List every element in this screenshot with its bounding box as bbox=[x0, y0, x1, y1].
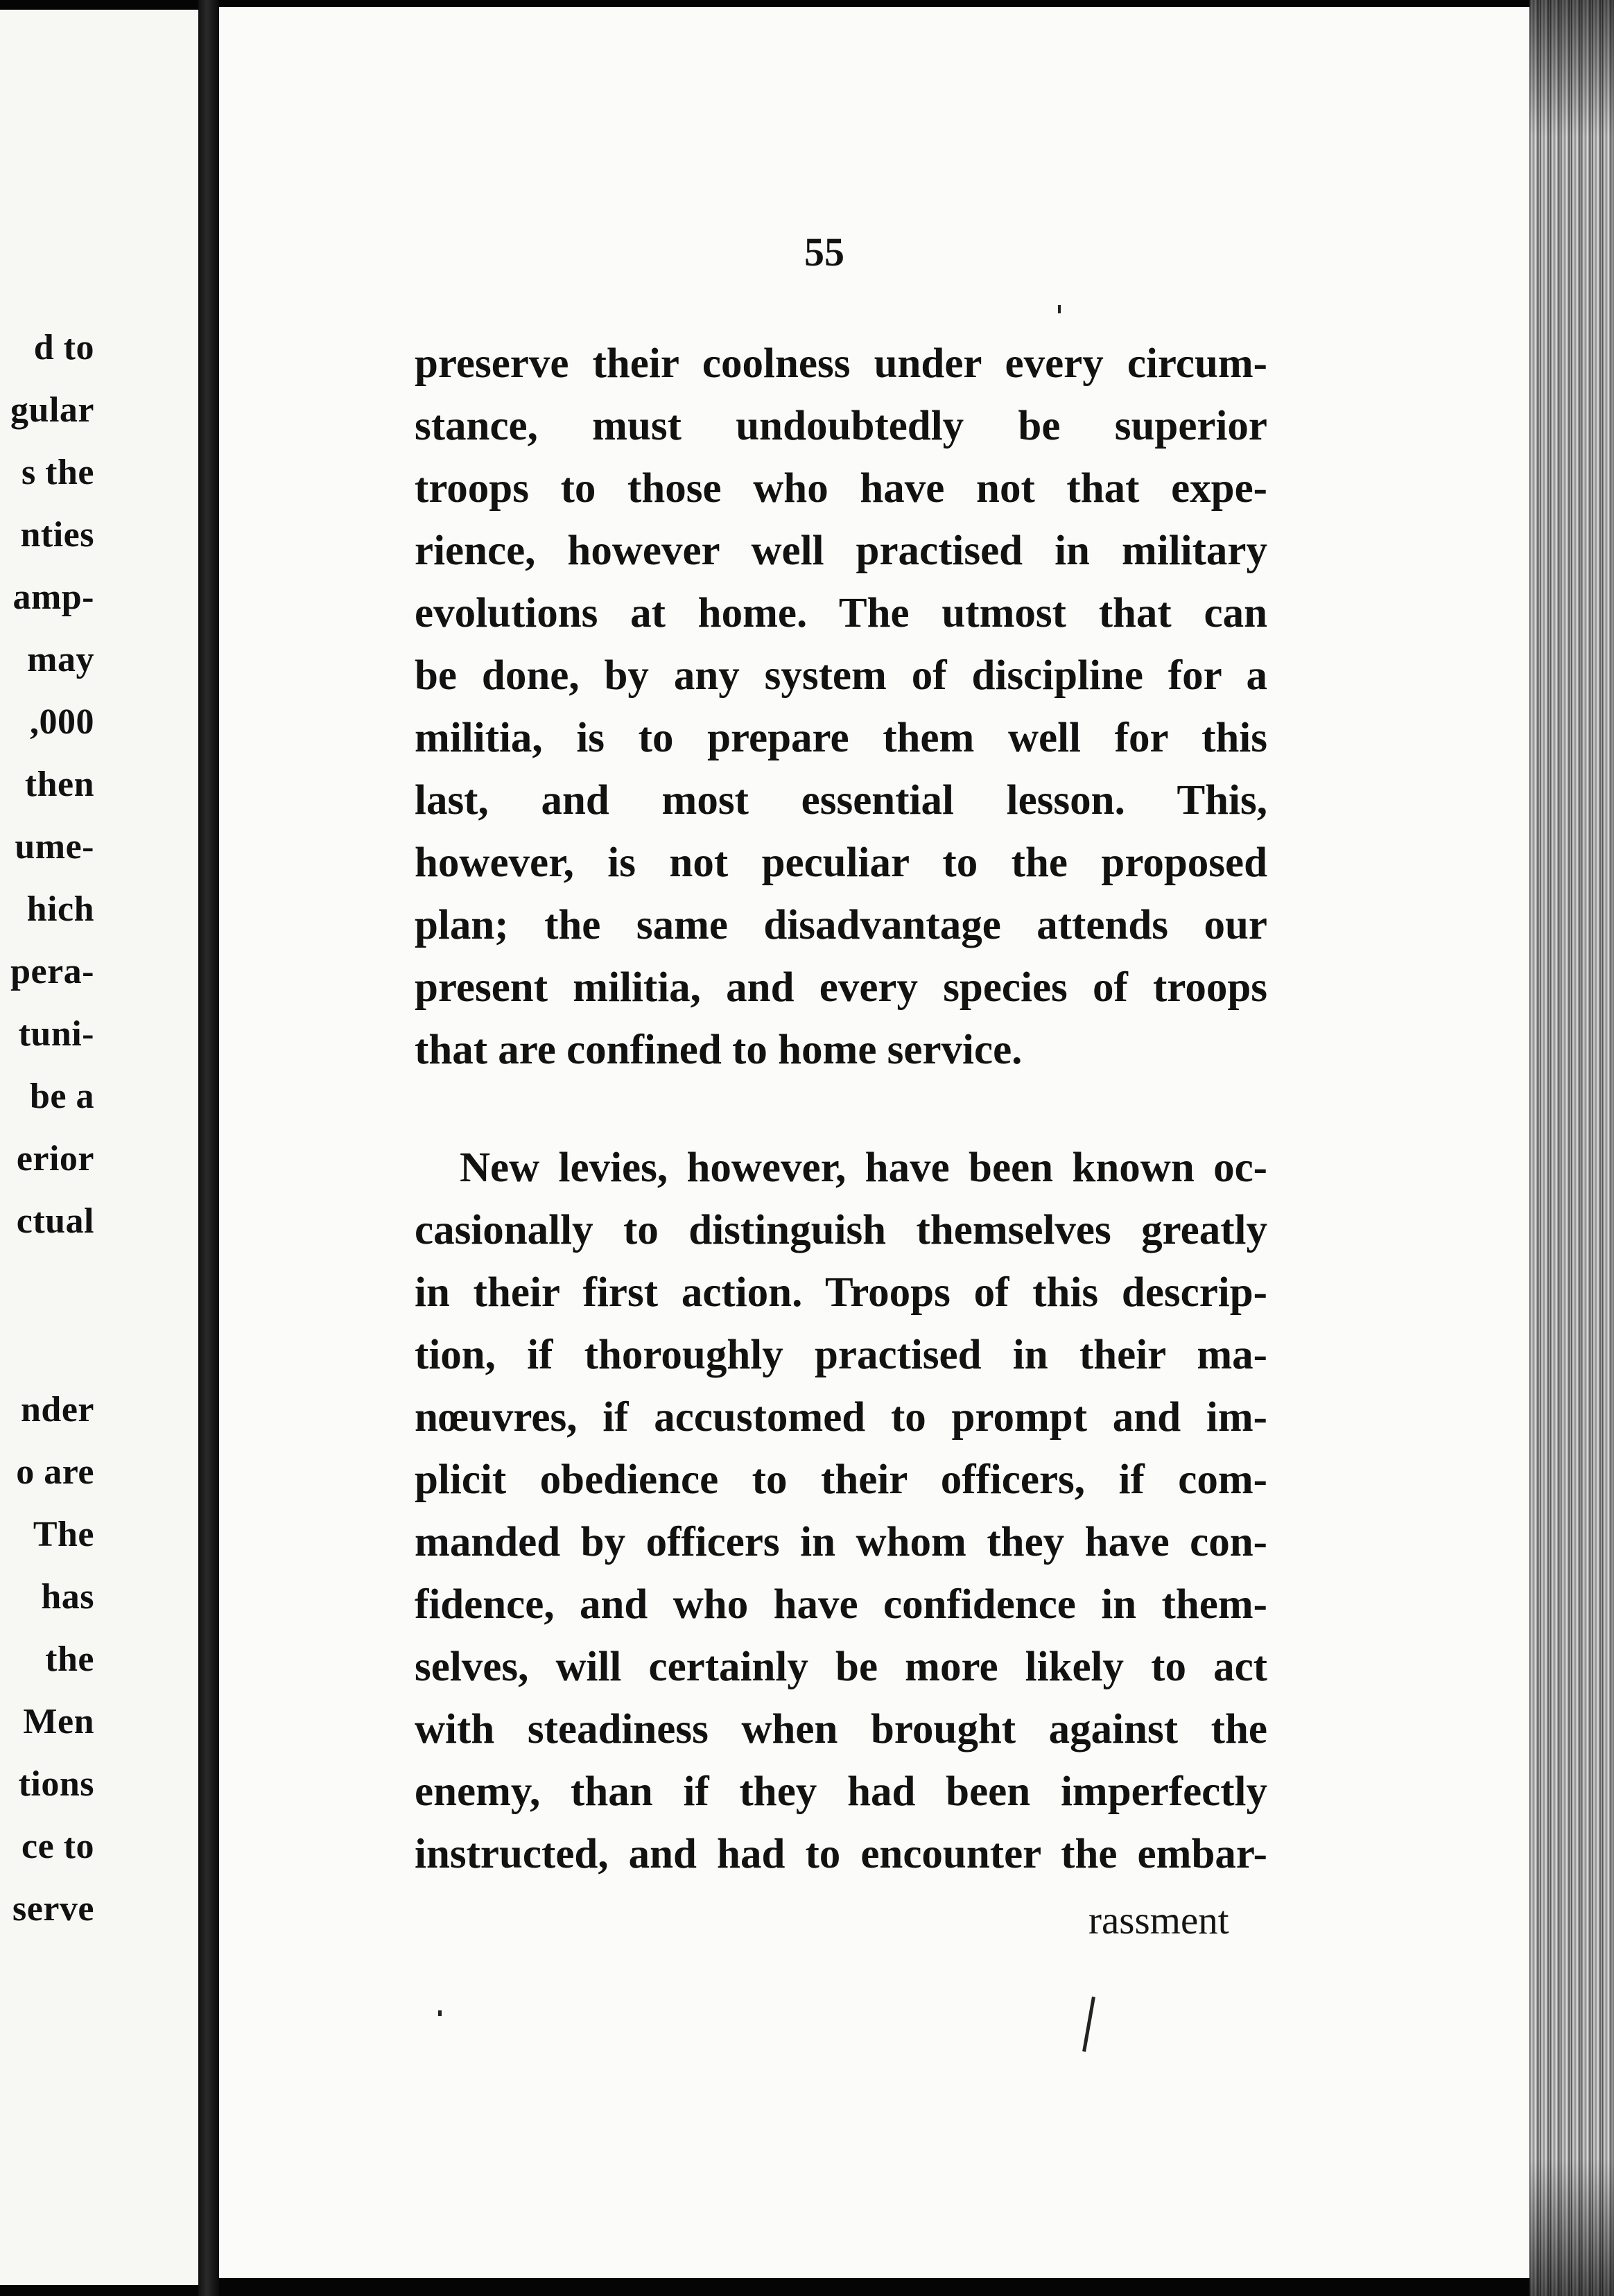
left-page-line: the bbox=[45, 1640, 94, 1679]
left-page-line: erior bbox=[16, 1139, 94, 1179]
left-page-line: then bbox=[24, 765, 94, 804]
left-page-line: ,000 bbox=[30, 702, 94, 742]
left-page-line: s the bbox=[21, 453, 94, 492]
left-page-line: gular bbox=[10, 390, 94, 430]
text-line: troops to those who have not that expe- bbox=[415, 465, 1267, 512]
text-line: fidence, and who have confidence in them- bbox=[415, 1581, 1267, 1628]
left-page-line: nties bbox=[20, 515, 94, 555]
text-line: plan; the same disadvantage attends our bbox=[415, 902, 1267, 948]
text-line: that are confined to home service. bbox=[415, 1027, 1023, 1073]
left-page-line: nder bbox=[21, 1390, 94, 1429]
left-facing-page bbox=[0, 10, 198, 2285]
left-page-line: be a bbox=[30, 1077, 94, 1116]
left-page-line: tuni- bbox=[18, 1014, 94, 1054]
paragraph-gap bbox=[415, 1081, 1267, 1137]
left-page-line: d to bbox=[33, 328, 94, 367]
text-line: plicit obedience to their officers, if com- bbox=[415, 1456, 1267, 1503]
ink-speck bbox=[438, 2010, 442, 2016]
page-edges bbox=[1529, 0, 1614, 2296]
ink-speck bbox=[1058, 305, 1061, 313]
left-page-line: o are bbox=[16, 1452, 94, 1492]
catchword: rassment bbox=[1088, 1899, 1229, 1942]
book-gutter bbox=[198, 0, 219, 2296]
text-line: nœuvres, if accustomed to prompt and im- bbox=[415, 1394, 1267, 1441]
text-line: preserve their coolness under every circum- bbox=[415, 340, 1267, 387]
left-page-line: ce to bbox=[21, 1827, 94, 1866]
left-page-line: tions bbox=[18, 1764, 94, 1804]
left-page-line: serve bbox=[12, 1889, 94, 1929]
text-line: rience, however well practised in military bbox=[415, 528, 1267, 574]
text-line: in their first action. Troops of this descrip- bbox=[415, 1269, 1267, 1316]
paragraph-2 bbox=[415, 1137, 1267, 1886]
body-text bbox=[415, 333, 1267, 1886]
text-line: enemy, than if they had been imperfectly bbox=[415, 1768, 1267, 1815]
text-line: present militia, and every species of troops bbox=[415, 964, 1267, 1011]
text-line: stance, must undoubtedly be superior bbox=[415, 403, 1267, 449]
text-line: however, is not peculiar to the proposed bbox=[415, 840, 1267, 886]
text-line: instructed, and had to encounter the embar- bbox=[415, 1831, 1267, 1877]
text-line: with steadiness when brought against the bbox=[415, 1706, 1267, 1753]
left-page-line: amp- bbox=[12, 577, 94, 617]
text-line: militia, is to prepare them well for this bbox=[415, 715, 1267, 761]
text-line: manded by officers in whom they have con- bbox=[415, 1519, 1267, 1565]
left-page-line: pera- bbox=[10, 952, 94, 991]
text-line: selves, will certainly be more likely to act bbox=[415, 1644, 1267, 1690]
left-page-line: has bbox=[41, 1577, 94, 1617]
left-page-line: ctual bbox=[16, 1201, 94, 1241]
text-line: New levies, however, have been known oc- bbox=[460, 1145, 1267, 1191]
text-line: last, and most essential lesson. This, bbox=[415, 777, 1267, 824]
text-line: evolutions at home. The utmost that can bbox=[415, 590, 1267, 636]
left-page-line: hich bbox=[26, 889, 94, 929]
page-number: 55 bbox=[804, 229, 844, 275]
left-page-line: The bbox=[33, 1515, 94, 1554]
paragraph-1 bbox=[415, 333, 1267, 1081]
left-page-line: Men bbox=[23, 1702, 94, 1741]
text-line: tion, if thoroughly practised in their ma- bbox=[415, 1332, 1267, 1378]
left-page-line: ume- bbox=[15, 827, 94, 867]
text-line: casionally to distinguish themselves greatly bbox=[415, 1207, 1267, 1253]
text-line: be done, by any system of discipline for a bbox=[415, 652, 1267, 699]
left-page-line: may bbox=[27, 640, 94, 679]
